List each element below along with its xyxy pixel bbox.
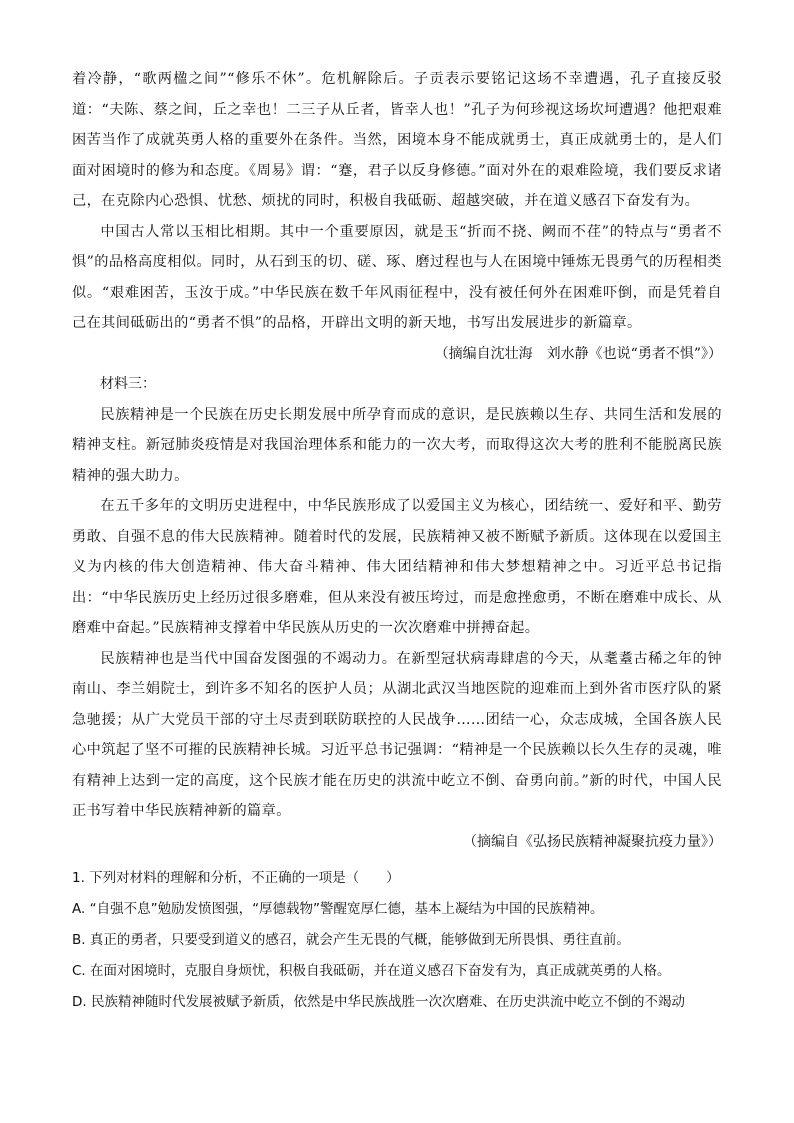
material-three-label: 材料三： (100, 376, 156, 392)
paragraph-driving-force: 民族精神也是当代中国奋发图强的不竭动力。在新型冠状病毒肆虐的今天，从耄耋古稀之年的钟南山、李兰娟院士，到许多不知名的医护人员；从湖北武汉当地医院的迎难而上到外省市医疗队的紧急驰援；从广大党员干部的守土尽责到联防联控的人民战争……团结一心，众志成城，全国各族人民心中筑起了坚不可摧的民族精神长城。习近平总书记强调：“精神是一个民族赖以长久生存的灵魂，唯有精神上达到一定的高度，这个民族才能在历史的洪流中屹立不倒、奋勇向前。”新的时代，中国人民正书写着中华民族精神新的篇章。 (72, 650, 722, 819)
source-citation-1: （摘编自沈壮海 刘水静《也说“勇者不惧”》） (434, 345, 722, 362)
paragraph-jade: 中国古人常以玉相比相期。其中一个重要原因，就是玉“折而不挠、阙而不荏”的特点与“勇者不惧”的品格高度相似。同时，从石到玉的切、磋、琢、磨过程也与人在困境中锤炼无畏勇气的历程相类似。“艰难困苦，玉汝于成。”中华民族在数千年风雨征程中，没有被任何外在困难吓倒，而是凭着自己在其间砥砺出的“勇者不惧”的品格，开辟出文明的新天地，书写出发展进步的新篇章。 (72, 223, 722, 331)
source-citation-2: （摘编自《弘扬民族精神凝聚抗疫力量》） (463, 833, 722, 850)
option-a: A. “自强不息”勉励发愤图强，“厚德载物”警醒宽厚仁德，基本上凝结为中国的民族精神。 (72, 901, 604, 917)
option-c: C. 在面对困境时，克服自身烦忧，积极自我砥砺，并在道义感召下奋发有为，真正成就英勇的人格。 (72, 963, 671, 979)
document-page (72, 64, 722, 1018)
option-b: B. 真正的勇者，只要受到道义的感召，就会产生无畏的气概，能够做到无所畏惧、勇往直前。 (72, 932, 630, 948)
paragraph-national-spirit: 民族精神是一个民族在历史长期发展中所孕育而成的意识，是民族赖以生存、共同生活和发展的精神支柱。新冠肺炎疫情是对我国治理体系和能力的一次大考，而取得这次大考的胜利不能脱离民族精神的强大助力。 (72, 406, 722, 484)
question-stem: 1. 下列对材料的理解和分析，不正确的一项是（ ） (72, 870, 400, 886)
option-d: D. 民族精神随时代发展被赋予新质，依然是中华民族战胜一次次磨难、在历史洪流中屹立不倒的不竭动 (72, 994, 685, 1010)
paragraph-five-thousand-years: 在五千多年的文明历史进程中，中华民族形成了以爱国主义为核心，团结统一、爱好和平、勤劳勇敢、自强不息的伟大民族精神。随着时代的发展，民族精神又被不断赋予新质。这体现在以爱国主义为内核的伟大创造精神、伟大奋斗精神、伟大团结精神和伟大梦想精神之中。习近平总书记指出：“中华民族历史上经历过很多磨难，但从来没有被压垮过，而是愈挫愈勇，不断在磨难中成长、从磨难中奋起。”民族精神支撑着中华民族从历史的一次次磨难中拼搏奋起。 (72, 498, 722, 636)
paragraph-continuation: 着冷静，“歌两楹之间”“修乐不休”。危机解除后。子贡表示要铭记这场不幸遭遇，孔子直接反驳道：“夫陈、蔡之间，丘之幸也！二三子从丘者，皆幸人也！”孔子为何珍视这场坎坷遭遇？他把艰难困苦当作了成就英勇人格的重要外在条件。当然，困境本身不能成就勇士，真正成就勇士的，是人们面对困境时的修为和态度。《周易》谓：“蹇，君子以反身修德。”面对外在的艰难险境，我们要反求诸己，在克除内心恐惧、忧愁、烦扰的同时，积极自我砥砺、超越突破，并在道义感召下奋发有为。 (72, 71, 722, 209)
